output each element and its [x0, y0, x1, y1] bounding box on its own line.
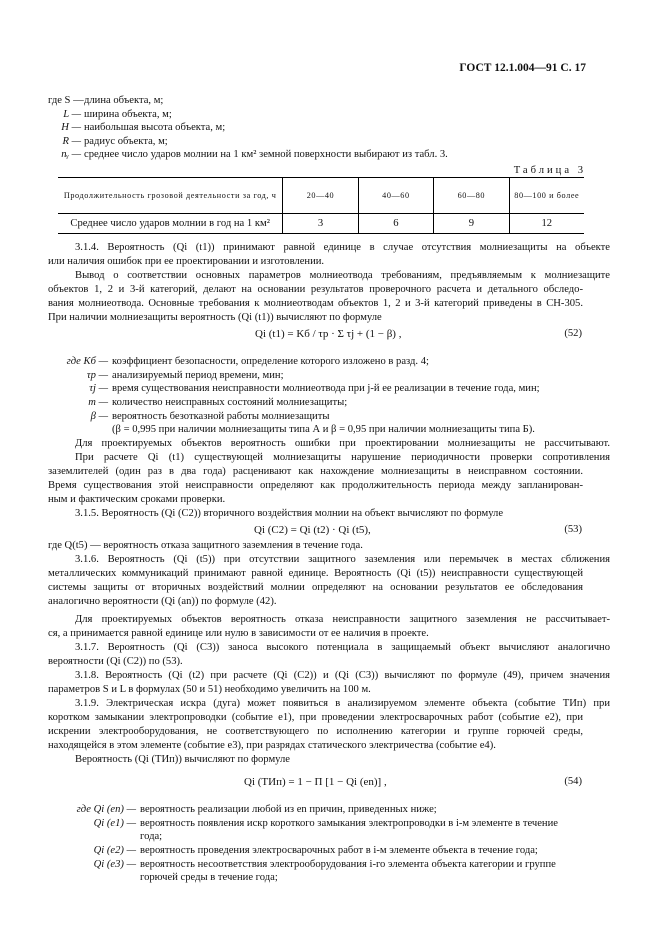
page-header: ГОСТ 12.1.004—91 С. 17 [459, 62, 586, 74]
table-header-cell: 80—100 и более [509, 178, 584, 214]
where-row: τр — анализируемый период времени, мин; [86, 369, 284, 381]
paragraph-line: Для проектируемых объектов вероятность ошибки при проектировании молниезащиты не рассчитывают. [75, 438, 610, 449]
paragraph-line: Время существования этой неисправности определяют как продолжительность периода между запланирован- [48, 480, 583, 491]
where-row: где Qi (en) — вероятность реализации любой из en причин, приведенных ниже; [76, 804, 437, 815]
table-header-cell: 40—60 [358, 178, 433, 214]
paragraph-line: коротком замыкании электропроводки (событие e1), при проведении электросварочных работ (событие e2), при [48, 712, 583, 723]
def-row: nᵧ — среднее число ударов молнии на 1 км² земной поверхности выбирают из табл. 3. [61, 149, 448, 161]
paragraph-line: ся, а принимается равной единице или нулю в зависимости от ее наличия в проекте. [48, 628, 429, 639]
formula-52: Qi (t1) = Kб / τр · Σ τj + (1 − β) , [255, 328, 402, 340]
equation-number-54: (54) [564, 776, 582, 787]
where-row: Qi (e2) — вероятность проведения электросварочных работ в i-м элементе объекта в течение года; [93, 845, 538, 857]
where-row: (β = 0,995 при наличии молниезащиты типа А и β = 0,95 при наличии молниезащиты типа Б). [112, 424, 535, 436]
paragraph-line: системы защиты от вторичных воздействий молнии определяют на основании результатов ее обследования [48, 582, 583, 593]
where-row: где Kб — коэффициент безопасности, определение которого изложено в разд. 4; [66, 356, 429, 367]
where-list-54 [48, 803, 608, 885]
paragraph-line: объектов 1, 2 и 3-й категорий, делают на основании результатов проверочного расчета и детального обследо- [48, 284, 583, 295]
where-row: Qi (e1) — вероятность появления искр короткого замыкания электропроводки в i-м элементе в течение [93, 817, 558, 829]
where-row: τj — время существования неисправности молниеотвода при j-й ее реализации в течение года, мин; [89, 383, 540, 395]
paragraph-line: 3.1.5. Вероятность (Qi (C2)) вторичного воздействия молнии на объект вычисляют по формуле [75, 508, 504, 519]
equation-number-53: (53) [564, 524, 582, 535]
paragraph-line: Для проектируемых объектов вероятность отказа неисправности защитного заземления не рассчитывает- [75, 614, 610, 625]
paragraph-line: находящейся в этом элементе (событие e3), при разрядах статического электричества (событие e4). [48, 740, 496, 751]
paragraph-line: вания молниеотвода. Основные требования к молниеотводам объектов 1, 2 и 3-й категорий приведены в СН-305. [48, 298, 583, 309]
definitions-list [48, 94, 608, 162]
paragraph-line: металлических коммуникаций принимают равной единице. Вероятность (Qi (t5)) неисправности существующей [48, 568, 583, 579]
paragraph-line: 3.1.9. Электрическая искра (дуга) может появиться в анализируемом элементе объекта (событие ТИп) при [75, 698, 610, 709]
paragraph-line: искрении электрооборудования, не соответствующего по исполнению категории и группе горючей среды, [48, 726, 583, 737]
paragraph-line: где Q(t5) — вероятность отказа защитного заземления в течение года. [48, 540, 363, 551]
paragraph-line: При наличии молниезащиты вероятность (Qi (t1)) вычисляют по формуле [48, 312, 382, 323]
table-cell: 3 [283, 214, 358, 234]
where-row: Qi (e3) — вероятность несоответствия электрооборудования i-го элемента объекта категории и группе [93, 858, 556, 870]
lightning-table [58, 177, 584, 234]
where-list-52 [48, 355, 608, 437]
def-row: L — ширина объекта, м; [63, 108, 172, 120]
def-row: H — наибольшая высота объекта, м; [61, 122, 226, 134]
where-row: β — вероятность безотказной работы молниезащиты [90, 410, 330, 422]
table-header-cell: Продолжительность грозовой деятельности за год, ч [58, 178, 283, 214]
paragraph-line: 3.1.6. Вероятность (Qi (t5)) при отсутствии защитного заземления или перемычек в местах сближения [75, 554, 610, 565]
paragraph-line: или наличия ошибок при ее проектировании и изготовлении. [48, 256, 325, 267]
paragraph-line: 3.1.7. Вероятность (Qi (C3)) заноса высокого потенциала в защищаемый объект вычисляют аналогично [75, 642, 610, 653]
table-header-cell: 20—40 [283, 178, 358, 214]
paragraph-line: заземлителей (один раз в два года) расценивают как нахождение молниезащиты в неисправном состоянии. [48, 466, 583, 477]
paragraph-line: При расчете Qi (t1) существующей молниезащиты нарушение периодичности проверки сопротивления [75, 452, 610, 463]
table-cell: 12 [509, 214, 584, 234]
equation-number-52: (52) [564, 328, 582, 339]
table-cell: Среднее число ударов молнии в год на 1 км² [58, 214, 283, 234]
paragraph-line: 3.1.4. Вероятность (Qi (t1)) принимают равной единице в случае отсутствия молниезащиты на объекте [75, 242, 610, 253]
paragraph-line: Вывод о соответствии основных параметров молниеотвода требованиям, предъявляемым к молниезащите [75, 270, 610, 281]
paragraph-line: параметров S и L в формулах (50 и 51) необходимо увеличить на 100 м. [48, 684, 371, 695]
table-caption: Таблица 3 [513, 165, 586, 176]
formula-53: Qi (C2) = Qi (t2) · Qi (t5), [254, 524, 371, 536]
paragraph-line: ным и фактическим сроками проверки. [48, 494, 226, 505]
where-row: года; [140, 831, 163, 843]
where-row: горючей среды в течение года; [140, 872, 278, 884]
table-cell: 9 [434, 214, 509, 234]
table-cell: 6 [358, 214, 433, 234]
paragraph-line: вероятности (Qi (C2)) по (53). [48, 656, 183, 667]
paragraph-line: 3.1.8. Вероятность (Qi (t2) при расчете (Qi (C2)) и (Qi (C3)) вычисляют по формуле (49), причем значения [75, 670, 610, 681]
where-row: m — количество неисправных состояний молниезащиты; [88, 397, 348, 409]
def-row: где S — длина объекта, м; [48, 95, 164, 106]
formula-54: Qi (ТИп) = 1 − Π [1 − Qi (en)] , [244, 776, 387, 788]
def-row: R — радиус объекта, м; [62, 135, 168, 147]
table-header-cell: 60—80 [434, 178, 509, 214]
paragraph-line: Вероятность (Qi (ТИп)) вычисляют по формуле [75, 754, 290, 765]
paragraph-line: аналогично вероятности (Qi (an)) по формуле (42). [48, 596, 277, 607]
